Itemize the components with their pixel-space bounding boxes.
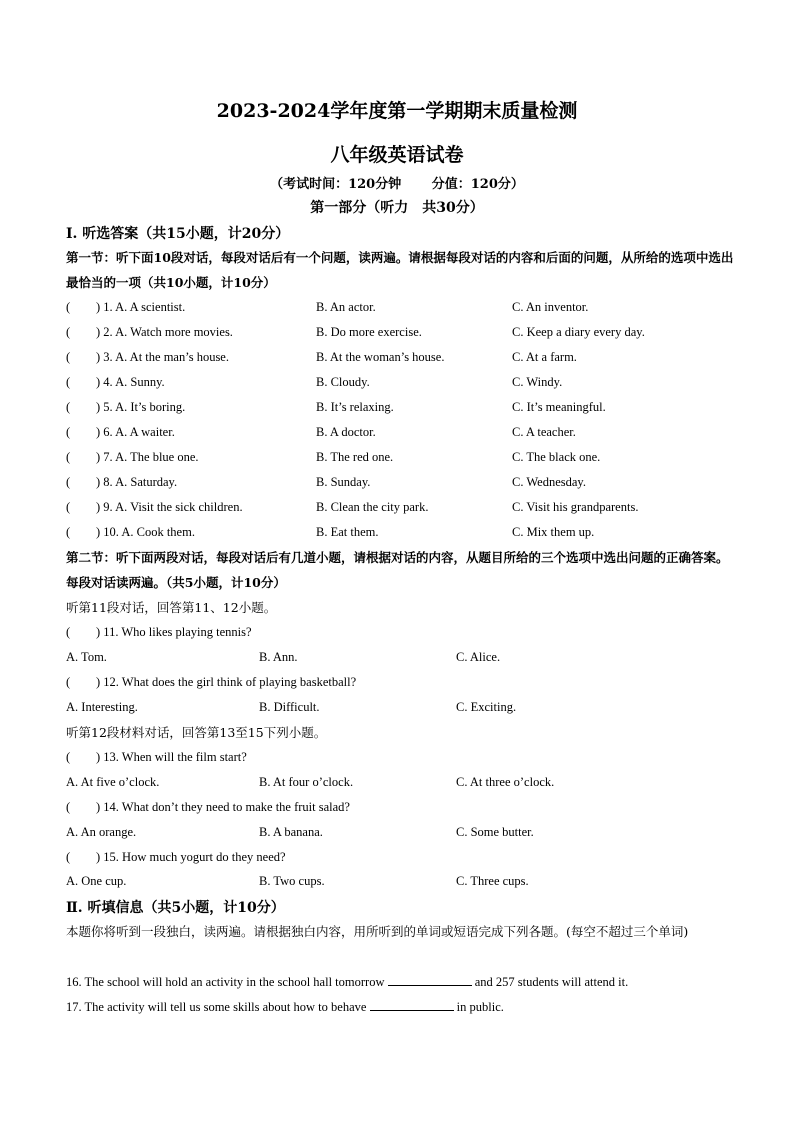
fill-blank-17 (66, 999, 734, 1019)
question-row (66, 500, 734, 520)
q17-text-pre: 17. The activity will tell us some skills about how to behave (66, 1000, 367, 1014)
answer-paren[interactable]: ( (66, 300, 71, 314)
option-a: ) 1. A. A scientist. (96, 300, 186, 314)
question-stem-row (66, 800, 734, 820)
option-b: B. An actor. (316, 300, 376, 314)
answer-paren[interactable]: ( (66, 525, 71, 539)
question-row (66, 375, 734, 395)
option-b: B. At four o’clock. (259, 775, 354, 789)
option-c: C. Windy. (512, 375, 563, 389)
option-a: ) 8. A. Saturday. (96, 475, 178, 489)
option-a: A. Interesting. (66, 700, 138, 714)
option-a: ) 4. A. Sunny. (96, 375, 165, 389)
answer-paren[interactable]: ( (66, 675, 71, 689)
question-stem-row (66, 625, 734, 645)
question-stem: ) 11. Who likes playing tennis? (96, 625, 252, 639)
answer-paren[interactable]: ( (66, 475, 71, 489)
option-a: A. Tom. (66, 650, 107, 664)
option-c: C. Three cups. (456, 874, 529, 888)
question-row (66, 350, 734, 370)
answer-paren[interactable]: ( (66, 400, 71, 414)
question-stem-row (66, 850, 734, 870)
fill-blank-16 (66, 974, 734, 994)
option-c: C. It’s meaningful. (512, 400, 606, 414)
q17-text-post: in public. (456, 1000, 504, 1014)
exam-subtitle: 八年级英语试卷 (330, 144, 464, 166)
q16-text-pre: 16. The school will hold an activity in the school hall tomorrow (66, 975, 385, 989)
dialog11-intro: 听第11段对话，回答第11、12小题。 (66, 600, 277, 615)
question-stem-row (66, 750, 734, 770)
option-b: B. A banana. (259, 825, 323, 839)
section1-heading: Ⅰ. 听选答案（共15小题，计20分） (66, 226, 290, 242)
option-b: B. A doctor. (316, 425, 376, 439)
answer-paren[interactable]: ( (66, 450, 71, 464)
exam-title: 2023-2024学年度第一学期期末质量检测 (216, 100, 578, 122)
option-a: A. At five o’clock. (66, 775, 160, 789)
option-b: B. The red one. (316, 450, 394, 464)
part-heading: 第一部分（听力 共30分） (310, 200, 484, 216)
answer-paren[interactable]: ( (66, 325, 71, 339)
question-row (66, 400, 734, 420)
options-row (66, 650, 734, 670)
question-stem: ) 14. What don’t they need to make the fruit salad? (96, 800, 350, 814)
answer-paren[interactable]: ( (66, 800, 71, 814)
answer-paren[interactable]: ( (66, 625, 71, 639)
exam-info: （考试时间：120分钟 分值：120分） (270, 177, 524, 192)
question-stem: ) 15. How much yogurt do they need? (96, 850, 286, 864)
option-a: ) 7. A. The blue one. (96, 450, 199, 464)
options-row (66, 775, 734, 795)
dialog12-intro: 听第12段材料对话，回答第13至15下列小题。 (66, 725, 327, 740)
option-a: ) 5. A. It’s boring. (96, 400, 186, 414)
option-b: B. Difficult. (259, 700, 320, 714)
option-c: C. The black one. (512, 450, 601, 464)
option-c: C. An inventor. (512, 300, 589, 314)
answer-paren[interactable]: ( (66, 500, 71, 514)
option-a: ) 9. A. Visit the sick children. (96, 500, 243, 514)
question-row (66, 450, 734, 470)
option-a: ) 2. A. Watch more movies. (96, 325, 233, 339)
option-a: A. One cup. (66, 874, 127, 888)
option-b: B. Clean the city park. (316, 500, 429, 514)
option-c: C. Some butter. (456, 825, 534, 839)
answer-paren[interactable]: ( (66, 375, 71, 389)
question-stem-row (66, 675, 734, 695)
option-c: C. Keep a diary every day. (512, 325, 645, 339)
option-a: ) 6. A. A waiter. (96, 425, 175, 439)
option-a: ) 3. A. At the man’s house. (96, 350, 229, 364)
option-c: C. Exciting. (456, 700, 517, 714)
options-row (66, 874, 734, 894)
option-c: C. Alice. (456, 650, 501, 664)
option-b: B. Sunday. (316, 475, 371, 489)
option-b: B. At the woman’s house. (316, 350, 445, 364)
q17-blank[interactable] (370, 999, 454, 1011)
option-c: C. At three o’clock. (456, 775, 555, 789)
option-b: B. It’s relaxing. (316, 400, 394, 414)
option-b: B. Two cups. (259, 874, 325, 888)
option-c: C. A teacher. (512, 425, 576, 439)
option-c: C. Mix them up. (512, 525, 595, 539)
part2-instruction: 第二节：听下面两段对话，每段对话后有几道小题，请根据对话的内容，从题目所给的三个选项中选出问题的正确答案。每段对话读两遍。（共5小题，计10分） (66, 550, 729, 590)
question-row (66, 425, 734, 445)
answer-paren[interactable]: ( (66, 850, 71, 864)
section2-heading: Ⅱ. 听填信息（共5小题，计10分） (66, 900, 285, 916)
option-c: C. At a farm. (512, 350, 577, 364)
part1-instruction: 第一节：听下面10段对话，每段对话后有一个问题，读两遍。请根据每段对话的内容和后面的问题，从所给的选项中选出最恰当的一项（共10小题，计10分） (66, 250, 734, 290)
question-row (66, 300, 734, 320)
option-b: B. Eat them. (316, 525, 379, 539)
answer-paren[interactable]: ( (66, 350, 71, 364)
q16-text-post: and 257 students will attend it. (474, 975, 629, 989)
option-a: A. An orange. (66, 825, 137, 839)
question-row (66, 525, 734, 545)
option-c: C. Wednesday. (512, 475, 586, 489)
answer-paren[interactable]: ( (66, 750, 71, 764)
question-row (66, 325, 734, 345)
option-b: B. Cloudy. (316, 375, 370, 389)
option-b: B. Ann. (259, 650, 298, 664)
options-row (66, 700, 734, 720)
options-row (66, 825, 734, 845)
option-a: ) 10. A. Cook them. (96, 525, 195, 539)
question-stem: ) 12. What does the girl think of playing basketball? (96, 675, 357, 689)
section2-instruction: 本题你将听到一段独白，读两遍。请根据独白内容，用所听到的单词或短语完成下列各题。(每空不超过三个单词) (66, 924, 689, 939)
question-stem: ) 13. When will the film start? (96, 750, 247, 764)
answer-paren[interactable]: ( (66, 425, 71, 439)
question-row (66, 475, 734, 495)
option-c: C. Visit his grandparents. (512, 500, 639, 514)
option-b: B. Do more exercise. (316, 325, 422, 339)
q16-blank[interactable] (388, 974, 472, 986)
